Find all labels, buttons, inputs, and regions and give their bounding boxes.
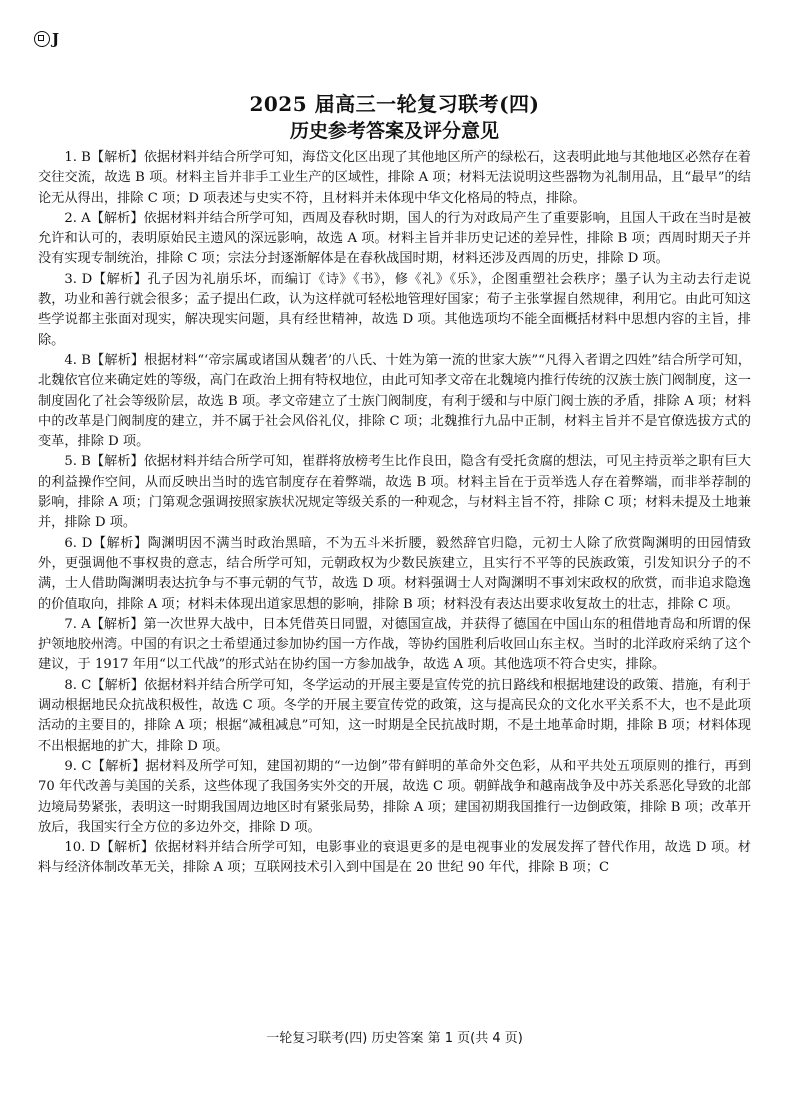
page-footer: 一轮复习联考(四) 历史答案 第 1 页(共 4 页) xyxy=(266,1031,523,1046)
answer-list xyxy=(38,148,751,879)
page-title: 2025 届高三一轮复习联考(四) xyxy=(249,92,540,116)
answer-item-7: 7. A【解析】第一次世界大战中，日本凭借英日同盟，对德国宣战，并获得了德国在中国山东的租借地青岛和所谓的保护领地胶州湾。中国的有识之士希望通过参加协约国一方作战，等协约国胜利后收回山东主权。当时的北洋政府采纳了这个建议，于 1917 年用“以工代战”的形式站在协约国一方参加战争，故选 A 项。其他选项不符合史实，排除。 xyxy=(38,616,751,673)
publisher-logo xyxy=(34,30,59,48)
answer-item-10: 10. D【解析】依据材料并结合所学可知，电影事业的衰退更多的是电视事业的发展发挥了替代作用，故选 D 项。材料与经济体制改革无关，排除 A 项；互联网技术引入到中国是在 20 世纪 90 年代，排除 B 项；C xyxy=(38,840,751,876)
answer-item-8: 8. C【解析】依据材料并结合所学可知，冬学运动的开展主要是宣传党的抗日路线和根据地建设的政策、措施，有利于调动根据地民众抗战积极性，故选 C 项。冬学的开展主要宣传党的政策，这与提高民众的文化水平关系不大，也不是此项活动的主要目的，排除 A 项；根据“减租减息”可知，这一时期是全民抗战时期，不是土地革命时期，排除 B 项；材料体现不出根据地的扩大，排除 D 项。 xyxy=(38,677,751,754)
answer-item-3: 3. D【解析】孔子因为礼崩乐坏，而编订《诗》《书》，修《礼》《乐》，企图重塑社会秩序；墨子认为主动去行走说教，功业和善行就会很多；孟子提出仁政，认为这样就可轻松地管理好国家；荀子主张掌握自然规律，利用它。由此可知这些学说都主张面对现实，解决现实问题，具有经世精神，故选 D 项。其他选项均不能全面概括材料中思想内容的主旨，排除。 xyxy=(38,271,751,348)
answer-item-1: 1. B【解析】依据材料并结合所学可知，海岱文化区出现了其他地区所产的绿松石，这表明此地与其他地区必然存在着交往交流，故选 B 项。材料主旨并非手工业生产的区域性，排除 A 项；材料无法说明这些器物为礼制用品，且“最早”的结论无从得出，排除 C 项；D 项表述与史实不符，且材料并未体现中华文化格局的特点，排除。 xyxy=(38,150,751,206)
answer-item-2: 2. A【解析】依据材料并结合所学可知，西周及春秋时期，国人的行为对政局产生了重要影响，且国人干政在当时是被允许和认可的，表明原始民主遗风的深远影响，故选 A 项。材料主旨并非历史记述的差异性，排除 B 项；西周时期天子并没有实现专制统治，排除 C 项；宗法分封逐渐解体是在春秋战国时期，材料还涉及西周的历史，排除 D 项。 xyxy=(38,210,751,267)
seal-icon xyxy=(34,31,50,47)
page-subtitle: 历史参考答案及评分意见 xyxy=(289,120,499,142)
answer-item-4: 4. B【解析】根据材料“‘帝宗属或诸国从魏者’的八氏、十姓为第一流的世家大族”“凡得入者谓之四姓”结合所学可知，北魏依官位来确定姓的等级，高门在政治上拥有特权地位，由此可知孝文帝在北魏境内推行传统的汉族士族门阀制度，这一制度固化了社会等级阶层，故选 B 项。孝文帝建立了士族门阀制度，有利于缓和与中原门阀士族的矛盾，排除 A 项；材料中的改革是门阀制度的建立，并不属于社会风俗礼仪，排除 C 项；北魏推行九品中正制，材料主旨并不是官僚选拔方式的变革，排除 D 项。 xyxy=(38,352,751,450)
answer-item-6: 6. D【解析】陶渊明因不满当时政治黑暗，不为五斗米折腰，毅然辞官归隐，元初士人除了欣赏陶渊明的田园情致外，更强调他不事权贵的意志，结合所学可知，元朝政权为少数民族建立，且实行不平等的民族政策，引发知识分子的不满，士人借助陶渊明表达抗争与不事元朝的气节，故选 D 项。材料强调士人对陶渊明不事刘宋政权的欣赏，而非追求隐逸的价值取向，排除 A 项；材料未体现出道家思想的影响，排除 B 项；材料没有表达出要求收复故土的壮志，排除 C 项。 xyxy=(38,535,751,612)
logo-letter: J xyxy=(52,30,60,48)
answer-item-9: 9. C【解析】据材料及所学可知，建国初期的“一边倒”带有鲜明的革命外交色彩，从和平共处五项原则的推行，再到 70 年代改善与美国的关系，这些体现了我国务实外交的开展，故选 C 项。朝鲜战争和越南战争及中苏关系恶化导致的北部边境局势紧张，表明这一时期我国周边地区时有紧张局势，排除 A 项；建国初期我国推行一边倒政策，排除 B 项；改革开放后，我国实行全方位的多边外交，排除 D 项。 xyxy=(38,758,751,835)
answer-item-5: 5. B【解析】依据材料并结合所学可知，崔群将放榜考生比作良田，隐含有受托贪腐的想法，可见主持贡举之职有巨大的利益操作空间，从而反映出当时的选官制度存在着弊端，故选 B 项。材料主旨在于贡举选人存在着弊端，而非举荐制的影响，排除 A 项；门第观念强调按照家族状况规定等级关系的一种观念，与材料主旨不符，排除 C 项；材料未提及土地兼并，排除 D 项。 xyxy=(38,454,751,531)
